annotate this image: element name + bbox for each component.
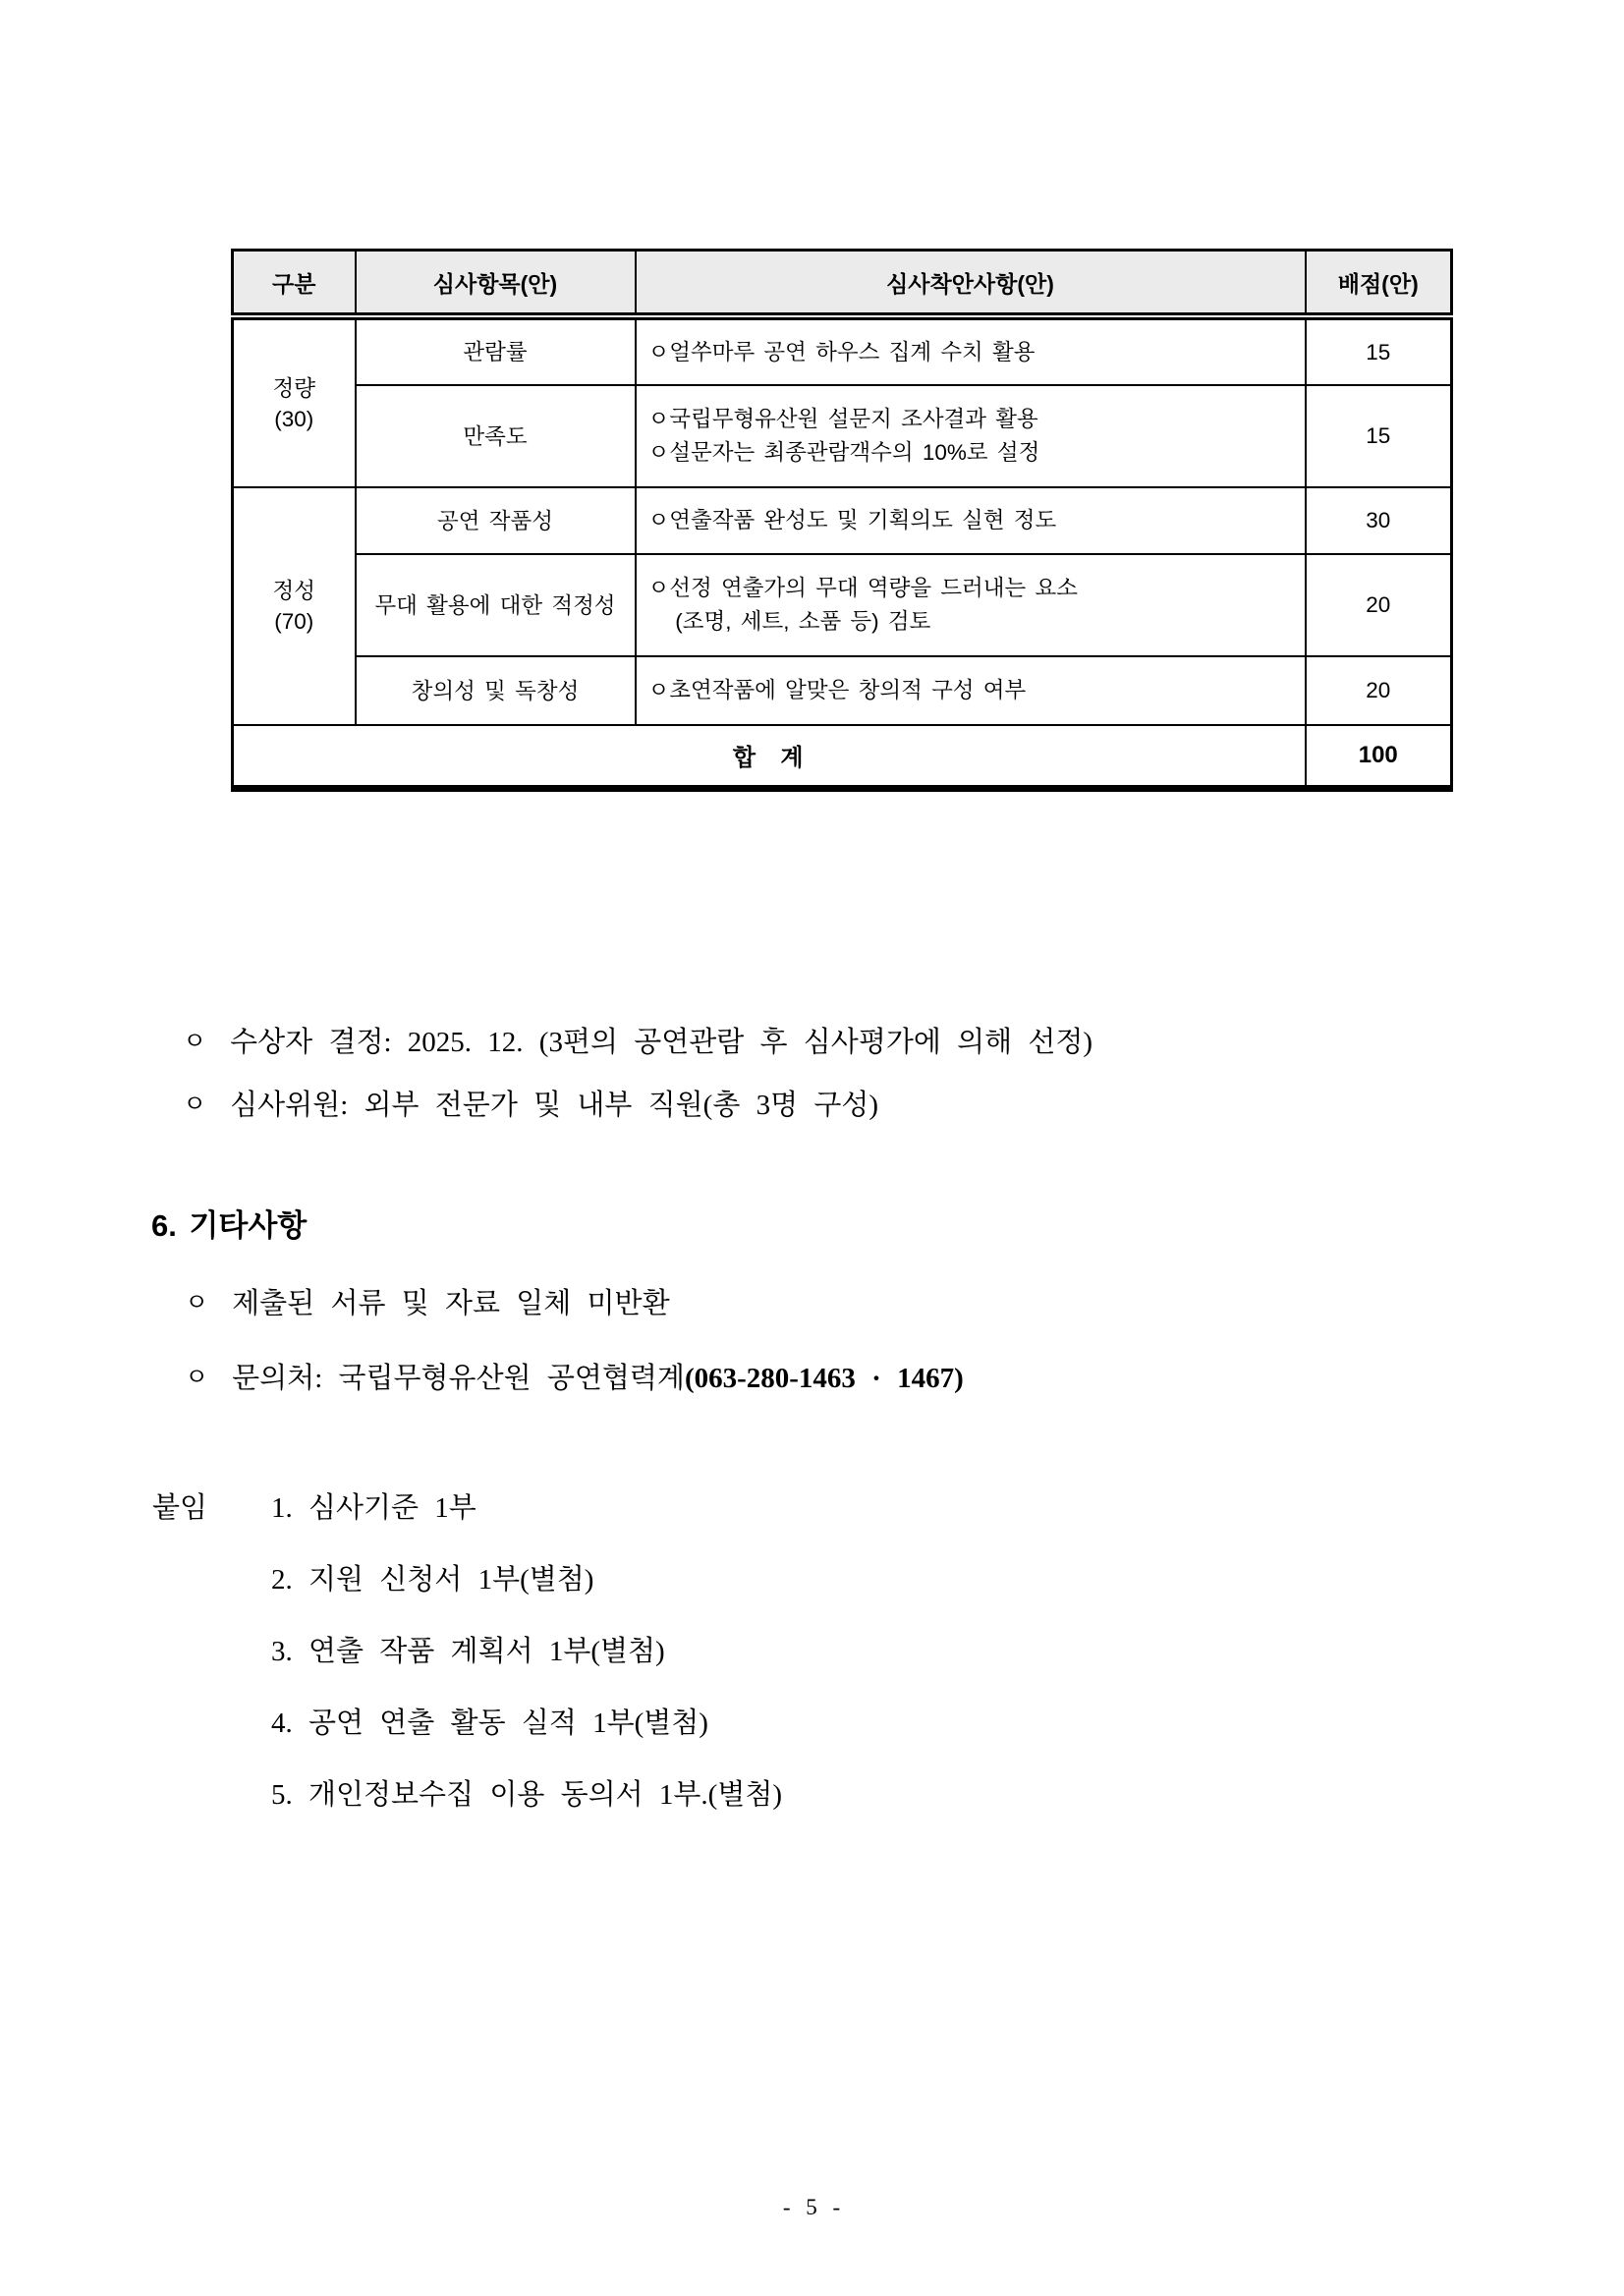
- total-row: [233, 725, 1452, 788]
- table-row: [233, 487, 1452, 554]
- detail-line: (조명, 세트, 소품 등) 검토: [647, 609, 931, 634]
- table-header-row: [233, 251, 1452, 317]
- total-score-cell: 100: [1306, 725, 1452, 788]
- attachment-item: 2. 지원 신청서 1부(별첨): [271, 1564, 594, 1596]
- item-cell: 창의성 및 독창성: [356, 656, 636, 725]
- note-item: [183, 1087, 1092, 1124]
- detail-line: ㅇ선정 연출가의 무대 역량을 드러내는 요소: [647, 576, 1078, 600]
- score-cell: 20: [1306, 656, 1452, 725]
- attachments-label-spacer: [152, 1561, 271, 1598]
- bullet-marker: ㅇ: [183, 1092, 207, 1118]
- detail-line: ㅇ설문자는 최종관람객수의 10%로 설정: [647, 440, 1040, 465]
- note-text: 수상자 결정: 2025. 12. (3편의 공연관람 후 심사평가에 의해 선정): [230, 1027, 1093, 1058]
- item-cell: 만족도: [356, 385, 636, 487]
- details-cell: [636, 316, 1306, 385]
- category-weight: (70): [274, 609, 314, 634]
- attachment-row: [152, 1561, 782, 1598]
- category-cell-qualitative: [233, 487, 356, 725]
- column-header-item: 심사항목(안): [356, 251, 636, 317]
- total-label-cell: 합 계: [233, 725, 1306, 788]
- column-header-focus: 심사착안사항(안): [636, 251, 1306, 317]
- section-item-text: 제출된 서류 및 자료 일체 미반환: [232, 1288, 670, 1319]
- attachment-item: 5. 개인정보수집 이용 동의서 1부.(별첨): [271, 1779, 783, 1811]
- attachments-label-spacer: [152, 1633, 271, 1670]
- column-header-score: 배점(안): [1306, 251, 1452, 317]
- attachment-item: 3. 연출 작품 계획서 1부(별첨): [271, 1636, 665, 1667]
- attachment-row: [152, 1489, 782, 1527]
- item-cell: 관람률: [356, 316, 636, 385]
- section-item: [185, 1285, 964, 1322]
- item-cell: 공연 작품성: [356, 487, 636, 554]
- details-cell: [636, 656, 1306, 725]
- category-name: 정량: [272, 375, 315, 401]
- evaluation-criteria-table: [231, 249, 1453, 792]
- table-row: [233, 316, 1452, 385]
- section-heading: 6. 기타사항: [151, 1208, 308, 1243]
- table-row: [233, 554, 1452, 656]
- details-cell: [636, 385, 1306, 487]
- attachment-row: [152, 1633, 782, 1670]
- note-item: [183, 1024, 1092, 1061]
- note-text: 심사위원: 외부 전문가 및 내부 직원(총 3명 구성): [230, 1090, 879, 1121]
- attachment-item: 4. 공연 연출 활동 실적 1부(별첨): [271, 1708, 708, 1739]
- bullet-marker: ㅇ: [183, 1029, 207, 1055]
- attachments-label: 붙임: [152, 1492, 208, 1524]
- score-cell: 30: [1306, 487, 1452, 554]
- attachments-list: [152, 1489, 782, 1848]
- detail-line: ㅇ초연작품에 알맞은 창의적 구성 여부: [647, 678, 1027, 702]
- attachments-label-spacer: [152, 1776, 271, 1814]
- contact-phone: (063-280-1463 · 1467): [684, 1363, 964, 1394]
- category-weight: (30): [274, 406, 314, 431]
- attachment-item: 1. 심사기준 1부: [271, 1492, 476, 1524]
- score-cell: 20: [1306, 554, 1452, 656]
- table-row: [233, 385, 1452, 487]
- bullet-marker: ㅇ: [185, 1290, 209, 1316]
- page-number: - 5 -: [782, 2195, 842, 2219]
- contact-text: 문의처: 국립무형유산원 공연협력계: [232, 1363, 685, 1394]
- section-item: [185, 1360, 964, 1397]
- bullet-marker: ㅇ: [185, 1365, 209, 1391]
- table-row: [233, 656, 1452, 725]
- detail-line: ㅇ연출작품 완성도 및 기획의도 실현 정도: [647, 508, 1057, 532]
- item-cell: 무대 활용에 대한 적정성: [356, 554, 636, 656]
- details-cell: [636, 487, 1306, 554]
- attachments-label-spacer: [152, 1705, 271, 1742]
- details-cell: [636, 554, 1306, 656]
- category-name: 정성: [272, 579, 315, 603]
- selection-notes: [183, 1024, 1092, 1149]
- section-items: [185, 1285, 964, 1434]
- attachment-row: [152, 1705, 782, 1742]
- score-cell: 15: [1306, 385, 1452, 487]
- detail-line: ㅇ국립무형유산원 설문지 조사결과 활용: [647, 407, 1038, 431]
- score-cell: 15: [1306, 316, 1452, 385]
- attachment-row: [152, 1776, 782, 1814]
- column-header-category: 구분: [233, 251, 356, 317]
- category-cell-quantitative: [233, 316, 356, 487]
- detail-line: ㅇ얼쑤마루 공연 하우스 집계 수치 활용: [647, 339, 1036, 364]
